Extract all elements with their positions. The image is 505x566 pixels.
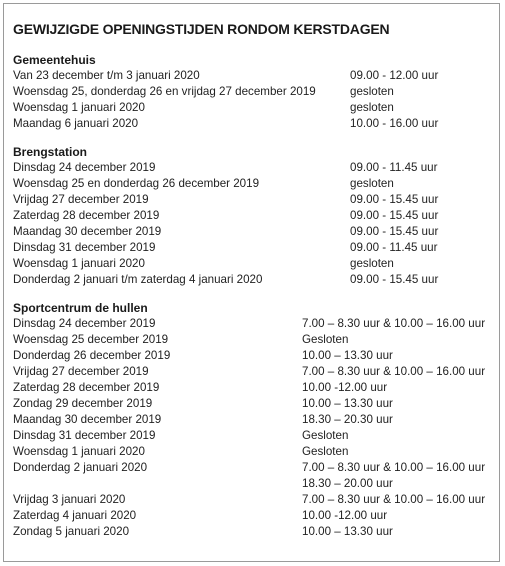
schedule-row (13, 316, 495, 332)
schedule-day-label: Dinsdag 24 december 2019 (13, 161, 156, 174)
schedule-row (13, 224, 495, 240)
schedule-day-label: Dinsdag 31 december 2019 (13, 429, 156, 442)
section-sportcentrum (13, 300, 495, 540)
schedule-hours-value: gesloten (350, 101, 394, 114)
schedule-day-label: Donderdag 2 januari t/m zaterdag 4 januari 2020 (13, 273, 263, 286)
schedule-day-label: Vrijdag 27 december 2019 (13, 193, 149, 206)
schedule-day-label: Woensdag 1 januari 2020 (13, 257, 145, 270)
schedule-row (13, 240, 495, 256)
schedule-hours-value: 10.00 – 13.30 uur (302, 525, 393, 538)
schedule-day-label: Donderdag 2 januari 2020 (13, 461, 148, 474)
schedule-row (13, 348, 495, 364)
schedule-day-label: Woensdag 1 januari 2020 (13, 101, 145, 114)
schedule-hours-value: 7.00 – 8.30 uur & 10.00 – 16.00 uur (302, 461, 486, 474)
schedule-hours-value: 09.00 - 15.45 uur (350, 225, 439, 238)
schedule-day-label: Vrijdag 27 december 2019 (13, 365, 149, 378)
schedule-hours-value: 10.00 – 13.30 uur (302, 397, 393, 410)
schedule-row (13, 460, 495, 476)
schedule-day-label: Woensdag 25 en donderdag 26 december 2019 (13, 177, 260, 190)
schedule-row (13, 412, 495, 428)
schedule-row (13, 68, 495, 84)
section-brengstation (13, 144, 495, 288)
schedule-hours-value: Gesloten (302, 333, 349, 346)
schedule-day-label: Vrijdag 3 januari 2020 (13, 493, 126, 506)
page-title: GEWIJZIGDE OPENINGSTIJDEN RONDOM KERSTDAGEN (13, 21, 390, 37)
schedule-row (13, 192, 495, 208)
schedule-row (13, 524, 495, 540)
schedule-row (13, 332, 495, 348)
schedule-row (13, 208, 495, 224)
schedule-day-label: Woensdag 25, donderdag 26 en vrijdag 27 december 2019 (13, 85, 316, 98)
schedule-day-label: Zondag 29 december 2019 (13, 397, 153, 410)
schedule-row (13, 100, 495, 116)
schedule-row (13, 508, 495, 524)
schedule-hours-value: 10.00 -12.00 uur (302, 381, 388, 394)
schedule-hours-value: 09.00 - 11.45 uur (350, 161, 438, 174)
schedule-row (13, 84, 495, 100)
schedule-row (13, 428, 495, 444)
schedule-hours-value: 09.00 - 12.00 uur (350, 69, 439, 82)
notice-frame (3, 3, 500, 562)
schedule-hours-value: gesloten (350, 257, 394, 270)
schedule-hours-value: 09.00 - 15.45 uur (350, 273, 439, 286)
schedule-row (13, 444, 495, 460)
schedule-day-label: Van 23 december t/m 3 januari 2020 (13, 69, 200, 82)
schedule-day-label: Donderdag 26 december 2019 (13, 349, 171, 362)
schedule-hours-value: 10.00 – 13.30 uur (302, 349, 393, 362)
schedule-hours-value: 09.00 - 11.45 uur (350, 241, 438, 254)
schedule-row (13, 492, 495, 508)
schedule-row (13, 396, 495, 412)
schedule-day-label: Dinsdag 24 december 2019 (13, 317, 156, 330)
schedule-row (13, 116, 495, 132)
sections-container (13, 52, 495, 540)
schedule-day-label: Maandag 30 december 2019 (13, 225, 162, 238)
schedule-hours-value: 10.00 - 16.00 uur (350, 117, 439, 130)
section-heading: Sportcentrum de hullen (13, 301, 148, 315)
schedule-day-label: Maandag 30 december 2019 (13, 413, 162, 426)
schedule-row (13, 256, 495, 272)
schedule-hours-value: 09.00 - 15.45 uur (350, 209, 439, 222)
schedule-hours-value: Gesloten (302, 429, 349, 442)
schedule-hours-value: 7.00 – 8.30 uur & 10.00 – 16.00 uur (302, 317, 486, 330)
schedule-row (13, 160, 495, 176)
schedule-hours-value: 09.00 - 15.45 uur (350, 193, 439, 206)
schedule-day-label: Zaterdag 28 december 2019 (13, 209, 160, 222)
section-heading: Brengstation (13, 145, 88, 159)
schedule-day-label: Woensdag 1 januari 2020 (13, 445, 145, 458)
schedule-day-label: Maandag 6 januari 2020 (13, 117, 139, 130)
notice-content (13, 20, 495, 552)
schedule-hours-value: gesloten (350, 177, 394, 190)
schedule-row (13, 476, 495, 492)
schedule-hours-value: 18.30 – 20.00 uur (302, 477, 393, 490)
schedule-day-label: Zaterdag 4 januari 2020 (13, 509, 137, 522)
schedule-row (13, 364, 495, 380)
schedule-hours-value: 18.30 – 20.30 uur (302, 413, 393, 426)
section-heading: Gemeentehuis (13, 53, 96, 67)
schedule-day-label: Woensdag 25 december 2019 (13, 333, 169, 346)
schedule-hours-value: 7.00 – 8.30 uur & 10.00 – 16.00 uur (302, 365, 486, 378)
schedule-hours-value: Gesloten (302, 445, 349, 458)
section-gemeentehuis (13, 52, 495, 132)
schedule-row (13, 176, 495, 192)
schedule-day-label: Zaterdag 28 december 2019 (13, 381, 160, 394)
schedule-row (13, 272, 495, 288)
schedule-hours-value: 10.00 -12.00 uur (302, 509, 388, 522)
schedule-hours-value: 7.00 – 8.30 uur & 10.00 – 16.00 uur (302, 493, 486, 506)
schedule-row (13, 380, 495, 396)
schedule-hours-value: gesloten (350, 85, 394, 98)
schedule-day-label: Dinsdag 31 december 2019 (13, 241, 156, 254)
schedule-day-label: Zondag 5 januari 2020 (13, 525, 130, 538)
